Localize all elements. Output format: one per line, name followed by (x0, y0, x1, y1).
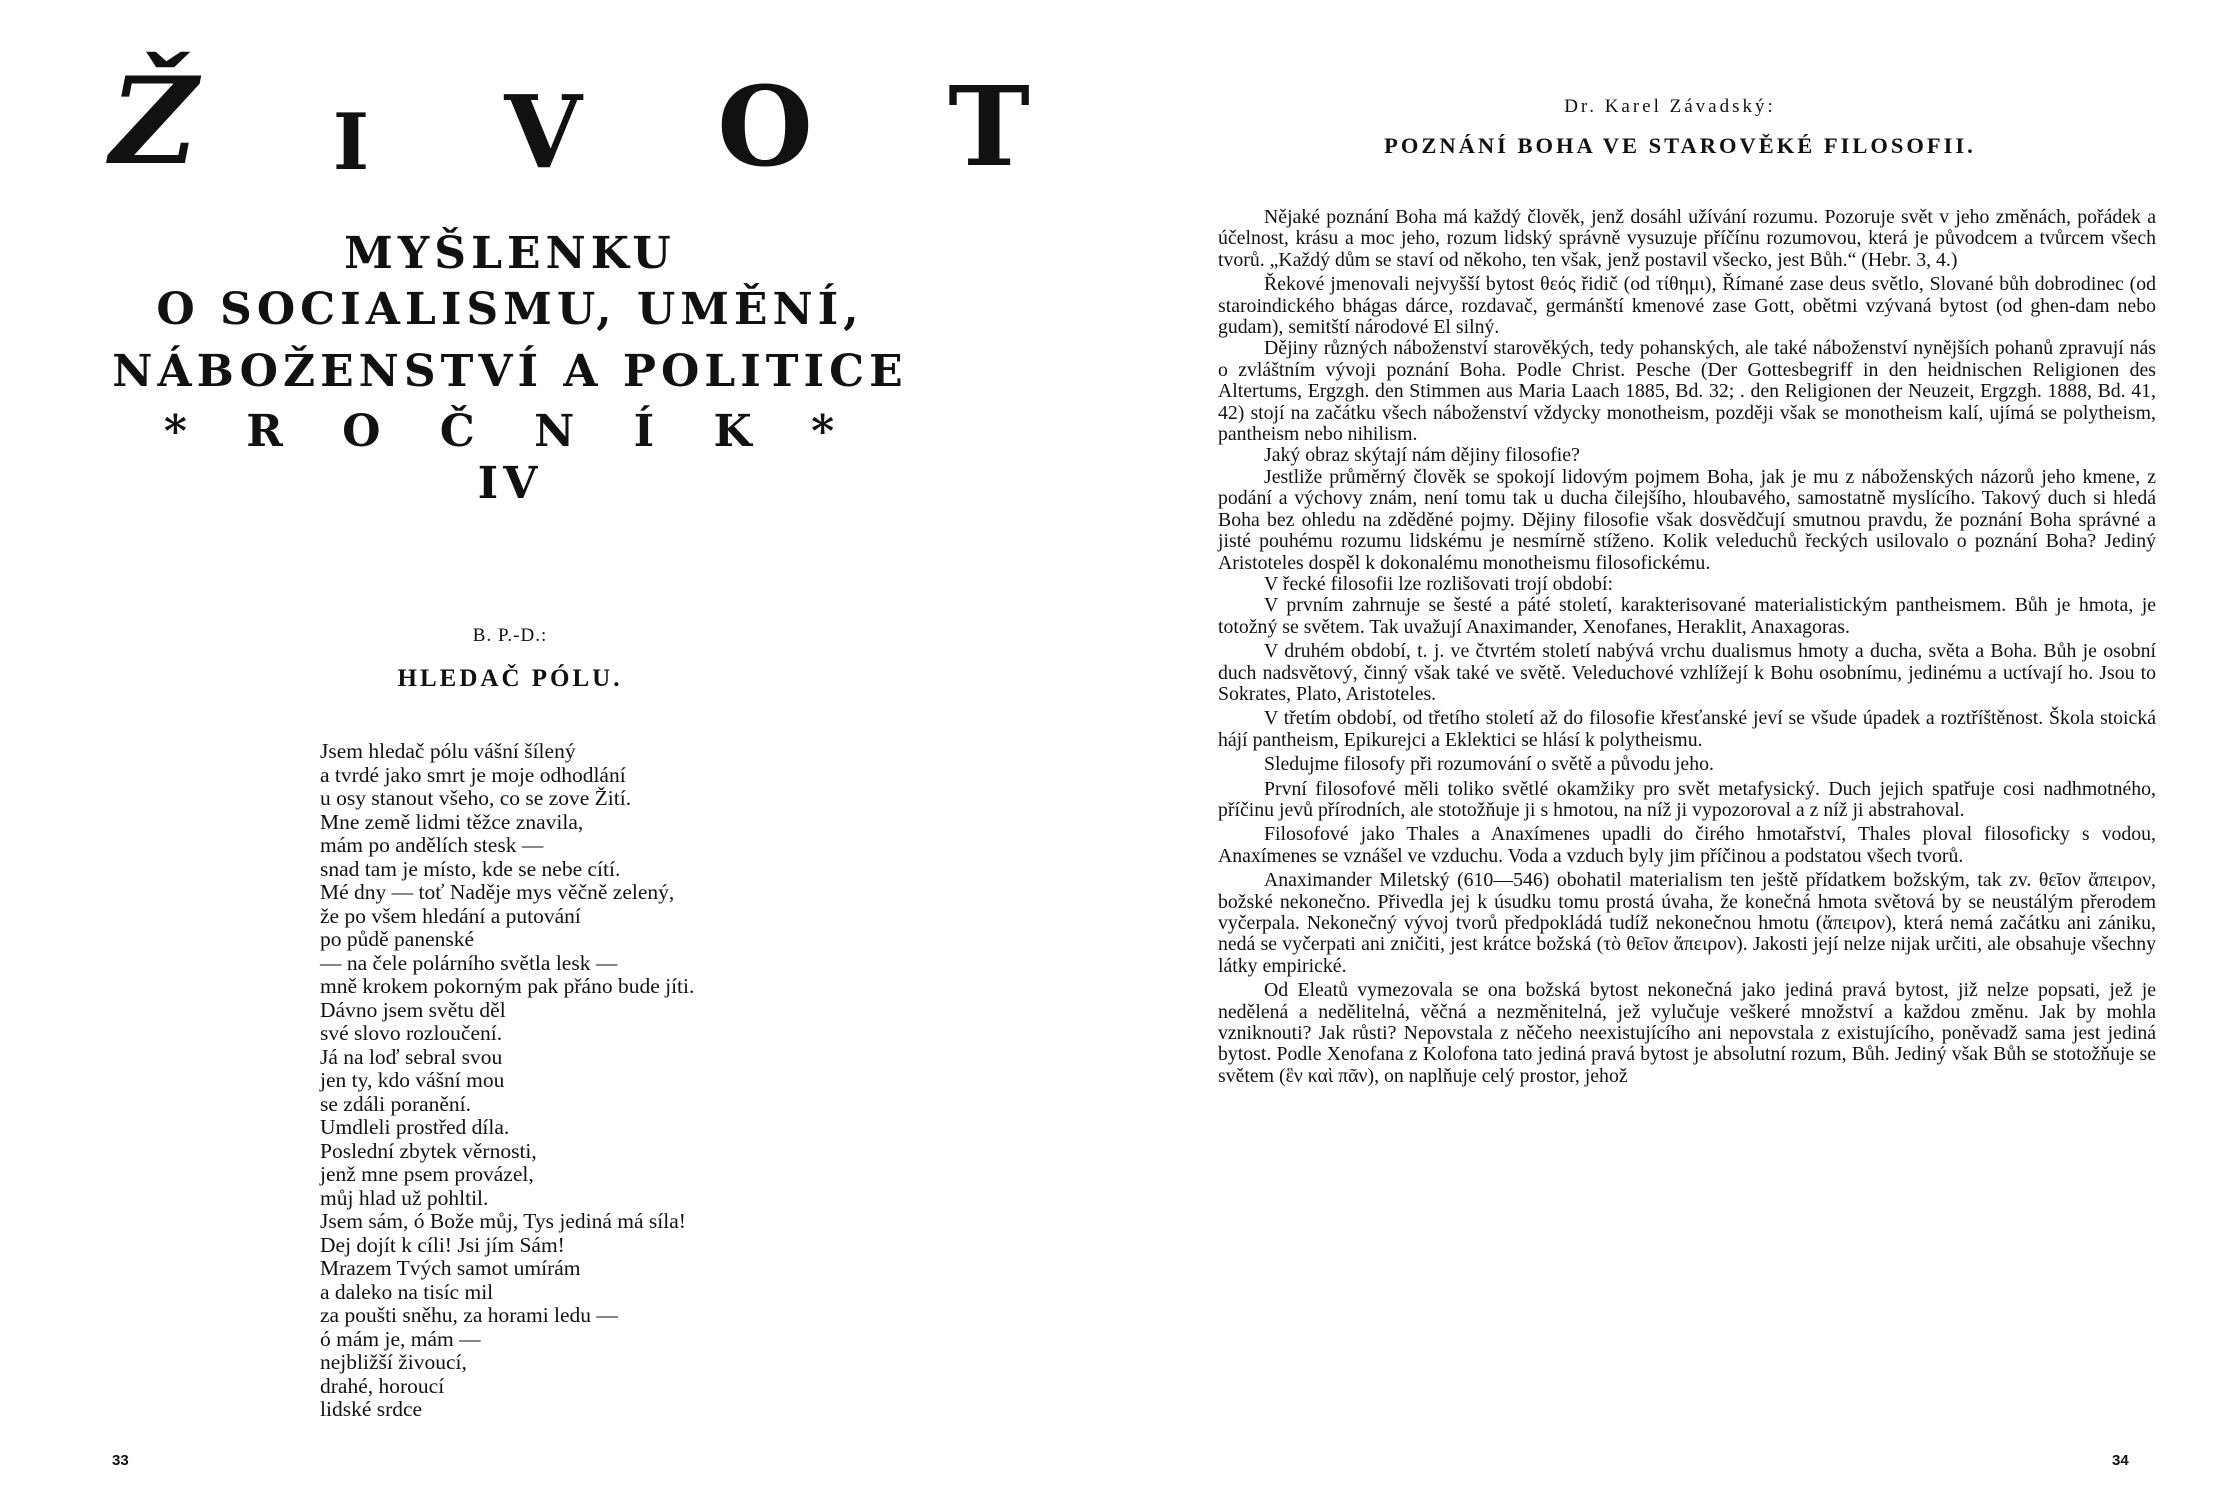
poem-line: mám po andělích stesk — (320, 833, 544, 857)
poem-body (320, 740, 880, 1422)
masthead-letter: V (504, 73, 582, 191)
poem-line: jenž mne psem provázel, (320, 1162, 534, 1186)
poem-line: své slovo rozloučení. (320, 1021, 503, 1045)
poem-line: se zdáli poranění. (320, 1091, 472, 1116)
poem-line: u osy stanout všeho, co se zove Žití. (320, 786, 632, 810)
poem-line: — na čele polárního světla lesk — (320, 950, 618, 975)
poem-title: HLEDAČ PÓLU. (397, 665, 623, 692)
article-paragraph: Sledujme filosofy při rozumování o světě a původu jeho. (1264, 753, 1714, 776)
page-number-left: 33 (112, 1452, 129, 1469)
poem-line: můj hlad už pohltil. (320, 1185, 489, 1210)
volume-line: * R O Č N Í K * (163, 406, 857, 457)
poem-line: Mne země lidmi těžce znavila, (320, 809, 584, 834)
article-paragraph: Anaximander Miletský (610—546) obohatil materialism ten ještě přídatkem božským, tak zv. θεῖον ἄπειρον, božské nekonečno. Přivedla jej k úsudku tomu prostá úvaha, že konečná hmota světová by se neustálým přerodem vyčerpala. Nekonečný vývoj tvorů předpokládá tudíž nekonečnou hmotu (ἄπειρον), která nemá začátku ani zániku, nedá se vyčerpati ani zničiti, jest krátce božská (τὸ θεῖον ἄπειρον). Jakosti její nelze nijak určiti, ale obsahuje všechny látky empirické. (1218, 869, 2156, 977)
poem-line: Jsem sám, ó Bože můj, Tys jediná má síla! (320, 1209, 686, 1233)
article-paragraph: Od Eleatů vymezovala se ona božská bytost nekonečná jako jediná pravá bytost, již nelze popsati, jež je nedělená a nedělitelná, věčná a nezměnitelná, jež vylučuje veškeré množství a každou změnu. Jak by mohla vzniknouti? Jak růsti? Nepovstala z něčeho neexistujícího ani nepovstala z existujícího, poněvadž sama jest jediná bytost. Podle Xenofana z Kolofona tato jediná pravá bytost je absolutní rozum, Bůh. Jediný však Bůh se stotožňuje se světem (ἓν καὶ πᾶν), on naplňuje celý prostor, jehož (1218, 979, 2156, 1087)
article-paragraph: Dějiny různých náboženství starověkých, tedy pohanských, ale také náboženství nynějších pohanů zpravují nás o zvláštním vývoji poznání Boha. Podle Christ. Pesche (Der Gottesbegriff in den heidnischen Religionen des Altertums, Ergzgh. den Stimmen aus Maria Laach 1885, Bd. 32; . den Religionen der Neuzeit, Ergzgh. 1888, Bd. 41, 42) stojí na začátku všech náboženství vždycky monotheism, později však se monotheism kalí, ujímá se polytheism, pantheism nebo nihilism. (1218, 337, 2156, 446)
poem-line: a tvrdé jako smrt je moje odhodlání (320, 762, 626, 787)
poem-line: a daleko na tisíc mil (320, 1279, 494, 1304)
article-paragraph: První filosofové měli toliko světlé okamžiky pro svět metafysický. Duch jejich spatřuje cosi nadhmotného, příčinu jevů přírodních, ale stotožňuje ji s hmotou, na níž ji vypozoroval a z níž ji abstrahoval. (1218, 777, 2156, 821)
article-author: Dr. Karel Závadský: (1564, 96, 1776, 117)
article-paragraph: V řecké filosofii lze rozlišovati trojí období: (1264, 572, 1614, 595)
poem-line: Já na loď sebral svou (320, 1044, 503, 1069)
subtitle-line: MYŠLENKU (344, 228, 676, 279)
poem-line: lidské srdce (320, 1397, 423, 1421)
masthead-letter: I (332, 97, 370, 188)
poem-line: jen ty, kdo vášní mou (320, 1068, 505, 1092)
article-paragraph: Řekové jmenovali nejvyšší bytost θεός řidič (od τίθημι), Římané zase deus světlo, Slované bůh dobrodinec (od staroindického bhágas dárce, rozdavač, germánští kmenové zase Gott, obětmi vzývaná bytost (od ghen-dam nebo gudam), semitští národové El silný. (1218, 273, 2156, 339)
subtitle-line: NÁBOŽENSTVÍ A POLITICE (112, 346, 908, 397)
subtitle-line: O SOCIALISMU, UMĚNÍ, (156, 284, 864, 335)
poem-line: Dej dojít k cíli! Jsi jím Sám! (320, 1232, 565, 1257)
masthead-letter: O (717, 62, 813, 191)
left-page (0, 0, 1100, 1500)
poem-line: po půdě panenské (320, 927, 475, 951)
poem-line: Mrazem Tvých samot umírám (320, 1256, 581, 1280)
poem-line: mně krokem pokorným pak přáno bude jíti. (320, 974, 695, 998)
poem-line: že po všem hledání a putování (320, 903, 581, 928)
article-title: POZNÁNÍ BOHA VE STAROVĚKÉ FILOSOFII. (1384, 133, 1976, 158)
poem-line: Dávno jsem světu děl (320, 997, 506, 1022)
page-number-right: 34 (2112, 1452, 2129, 1469)
article-paragraph: Jaký obraz skýtají nám dějiny filosofie? (1264, 444, 1580, 467)
poem-line: snad tam je místo, kde se nebe cítí. (320, 856, 621, 881)
poem-line: Poslední zbytek věrnosti, (320, 1138, 537, 1163)
article-paragraph: Nějaké poznání Boha má každý člověk, jenž dosáhl užívání rozumu. Pozoruje svět v jeho změnách, pořádek a účelnost, krásu a moc jeho, rozum lidský správně vysuzuje příčínu rozumovou, která je původcem a tvůrcem všech tvorů. „Každý dům se staví od někoho, ten však, jenž postavil všecko, jest Bůh.“ (Hebr. 3, 4.) (1218, 206, 2156, 271)
poem-author: B. P.-D.: (472, 625, 548, 646)
poem-line: nejbližší živoucí, (320, 1350, 467, 1374)
article-paragraph: V prvním zahrnuje se šesté a páté století, karakterisované materialistickým pantheismem. Bůh je hmota, je totožný se světem. Tak uvažují Anaximander, Xenofanes, Heraklit, Anaxagoras. (1218, 594, 2156, 638)
masthead-letter: Ž (110, 51, 198, 192)
poem-line: za poušti sněhu, za horami ledu — (320, 1303, 618, 1327)
article-paragraph: Jestliže průměrný člověk se spokojí lidovým pojmem Boha, jak je mu z náboženských názorů jeho kmene, z podání a výchovy znám, není tomu tak u ducha čilejšího, hloubavého, samostatně myslícího. Takový duch si hledá Boha bez ohledu na zděděné pojmy. Dějiny filosofie však dosvědčují smutnou pravdu, že poznání Boha správné a jisté pouhému rozumu lidskému je nesmírně stíženo. Kolik veleduchů řeckých usilovalo o poznání Boha? Jediný Aristoteles dospěl k dokonalému monotheismu filosofickému. (1218, 465, 2156, 574)
poem-line: Umdleli prostřed díla. (320, 1115, 510, 1139)
poem-line: ó mám je, mám — (320, 1326, 481, 1351)
article-body (1218, 207, 2156, 1087)
masthead-zivot (110, 51, 1030, 192)
poem-line: Mé dny — toť Naděje mys věčně zelený, (320, 880, 675, 904)
volume-number: IV (477, 458, 543, 509)
article-paragraph: V třetím období, od třetího století až do filosofie křesťanské jeví se všude úpadek a roztříštěnost. Škola stoická hájí pantheism, Epikurejci a Eklektici se hlásí k polytheismu. (1218, 707, 2156, 751)
poem-line: Jsem hledač pólu vášní šílený (320, 739, 576, 763)
article-paragraph: Filosofové jako Thales a Anaxímenes upadli do čirého hmotařství, Thales ploval filosoficky s vodou, Anaxímenes se vznášel ve vzduchu. Voda a vzduch byly jim příčinou a podstatou všech tvorů. (1218, 823, 2156, 867)
article-paragraph: V druhém období, t. j. ve čtvrtém století nabývá vrchu dualismus hmoty a ducha, světa a Boha. Bůh je osobní duch nadsvětový, činný však také ve světě. Veleduchové vzhlížejí k Bohu osobnímu, jedinému a uctívají ho. Jsou to Sokrates, Plato, Aristoteles. (1218, 640, 2156, 705)
masthead-letter: T (948, 62, 1030, 191)
poem-line: drahé, horoucí (320, 1373, 445, 1398)
